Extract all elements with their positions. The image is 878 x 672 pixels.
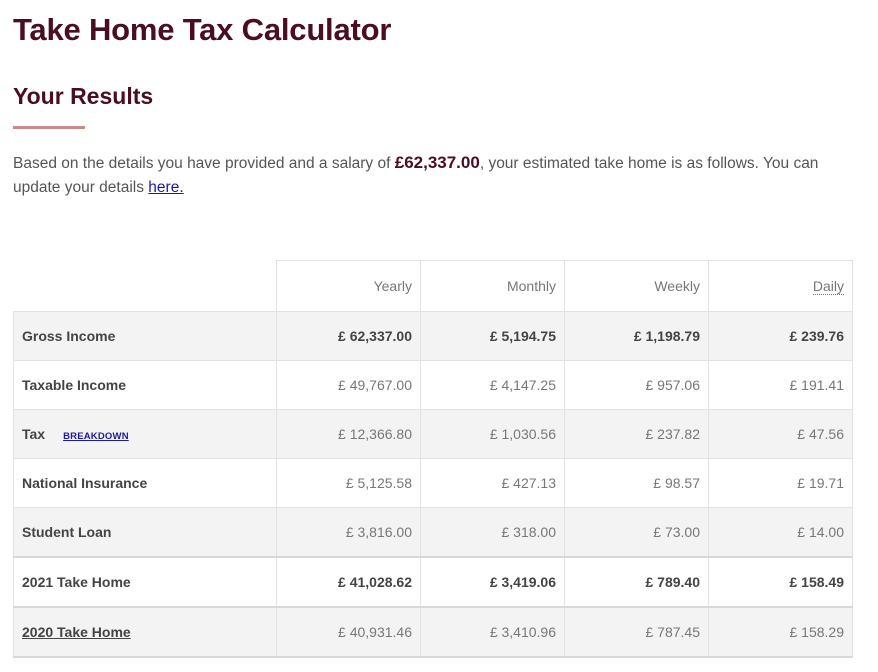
- cell-yearly: £ 12,366.80: [277, 410, 421, 459]
- header-yearly: Yearly: [277, 261, 421, 312]
- cell-monthly: £ 3,410.96: [421, 607, 565, 657]
- row-label: Taxable Income: [14, 361, 277, 410]
- row-national-insurance: [14, 459, 853, 508]
- cell-weekly: £ 98.57: [565, 459, 709, 508]
- cell-weekly: £ 1,198.79: [565, 312, 709, 361]
- tax-breakdown-link[interactable]: BREAKDOWN: [63, 431, 129, 442]
- table-header-row: [14, 261, 853, 312]
- daily-abbr[interactable]: Daily: [812, 278, 844, 294]
- cell-daily: £ 191.41: [709, 361, 853, 410]
- row-gross-income: [14, 312, 853, 361]
- cell-yearly: £ 49,767.00: [277, 361, 421, 410]
- cell-monthly: £ 1,030.56: [421, 410, 565, 459]
- page-title: Take Home Tax Calculator: [13, 12, 392, 47]
- cell-monthly: £ 4,147.25: [421, 361, 565, 410]
- row-label-2020[interactable]: [14, 607, 277, 657]
- cell-daily: £ 47.56: [709, 410, 853, 459]
- cell-daily: £ 239.76: [709, 312, 853, 361]
- header-blank: [14, 261, 277, 312]
- cell-weekly: £ 957.06: [565, 361, 709, 410]
- cell-monthly: £ 5,194.75: [421, 312, 565, 361]
- row-label: Student Loan: [14, 508, 277, 558]
- row-label: Gross Income: [14, 312, 277, 361]
- header-weekly: Weekly: [565, 261, 709, 312]
- cell-daily: £ 158.29: [709, 607, 853, 657]
- header-daily[interactable]: [709, 261, 853, 312]
- heading-underline: [13, 126, 85, 129]
- cell-daily: £ 158.49: [709, 557, 853, 607]
- results-intro: [13, 151, 858, 200]
- row-2020-take-home: [14, 607, 853, 657]
- cell-monthly: £ 427.13: [421, 459, 565, 508]
- row-2021-take-home: [14, 557, 853, 607]
- row-label-tax: [14, 410, 277, 459]
- cell-weekly: £ 787.45: [565, 607, 709, 657]
- intro-text-before: Based on the details you have provided and a salary of: [13, 155, 395, 172]
- results-heading: Your Results: [13, 83, 154, 109]
- cell-yearly: £ 5,125.58: [277, 459, 421, 508]
- row-label: National Insurance: [14, 459, 277, 508]
- cell-monthly: £ 318.00: [421, 508, 565, 558]
- update-details-link[interactable]: here.: [148, 179, 184, 196]
- cell-daily: £ 14.00: [709, 508, 853, 558]
- cell-weekly: £ 789.40: [565, 557, 709, 607]
- results-table: [13, 260, 853, 658]
- cell-daily: £ 19.71: [709, 459, 853, 508]
- cell-yearly: £ 41,028.62: [277, 557, 421, 607]
- row-tax: [14, 410, 853, 459]
- row-taxable-income: [14, 361, 853, 410]
- cell-weekly: £ 73.00: [565, 508, 709, 558]
- row-label: Tax: [22, 426, 46, 442]
- cell-yearly: £ 3,816.00: [277, 508, 421, 558]
- previous-year-link[interactable]: 2020 Take Home: [22, 624, 131, 640]
- row-label: 2021 Take Home: [14, 557, 277, 607]
- cell-weekly: £ 237.82: [565, 410, 709, 459]
- salary-value: £62,337.00: [394, 153, 480, 172]
- row-student-loan: [14, 508, 853, 558]
- cell-yearly: £ 40,931.46: [277, 607, 421, 657]
- cell-monthly: £ 3,419.06: [421, 557, 565, 607]
- intro-text-after: , your estimated take home is as follows. You can update your details: [13, 155, 819, 196]
- header-monthly: Monthly: [421, 261, 565, 312]
- cell-yearly: £ 62,337.00: [277, 312, 421, 361]
